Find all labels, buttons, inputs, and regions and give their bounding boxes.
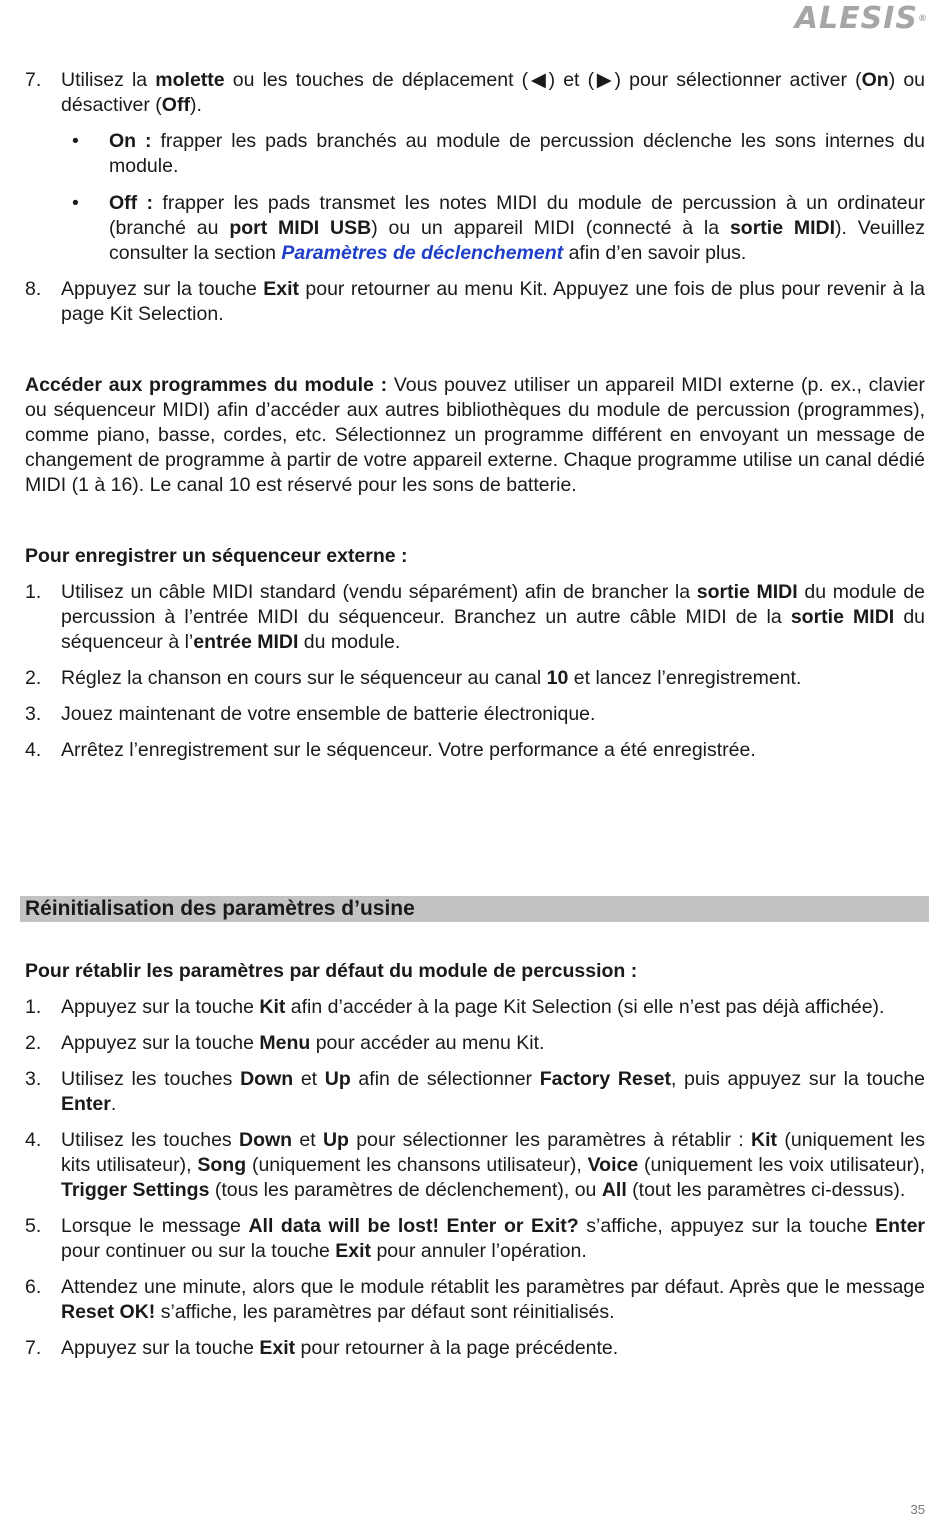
item-text: Utilisez la	[61, 69, 156, 91]
item-text: pour retourner à la page précédente.	[295, 1337, 619, 1359]
item-bold: Up	[322, 1129, 349, 1151]
item-text: Utilisez un câble MIDI standard (vendu séparément) afin de brancher la	[61, 581, 697, 603]
item-number: 6.	[25, 1276, 42, 1298]
bullet-icon: •	[72, 192, 79, 214]
item-text: s’affiche, les paramètres par défaut sont réinitialisés.	[155, 1301, 615, 1323]
item-number: 4.	[25, 1129, 42, 1151]
list-item	[25, 1214, 925, 1264]
item-bold: entrée MIDI	[193, 631, 299, 653]
list-item	[25, 1336, 925, 1361]
list-item	[25, 1067, 925, 1117]
registered-mark: ®	[918, 14, 928, 24]
list-item	[25, 1275, 925, 1325]
item-number: 8.	[25, 278, 42, 300]
list-item	[25, 68, 925, 266]
logo-text: ALESIS	[794, 1, 918, 36]
item-text: (uniquement les chansons utilisateur),	[246, 1154, 588, 1176]
item-bold: Kit	[751, 1129, 778, 1151]
list-item	[25, 666, 925, 691]
item-number: 4.	[25, 739, 42, 761]
item-bold: Exit	[259, 1337, 296, 1359]
item-bold: Down	[240, 1068, 294, 1090]
item-text: pour annuler l’opération.	[371, 1240, 587, 1262]
item-bold: Enter	[875, 1215, 926, 1237]
item-text: et	[292, 1129, 323, 1151]
item-text: Utilisez les touches	[61, 1068, 241, 1090]
item-bold: Kit	[259, 996, 286, 1018]
item-text: (tout les paramètres ci-dessus).	[626, 1179, 906, 1201]
list-item	[25, 580, 925, 655]
item-number: 5.	[25, 1215, 42, 1237]
item-text: afin d’accéder à la page Kit Selection (si elle n’est pas déjà affichée).	[285, 996, 885, 1018]
item-text: s’affiche, appuyez sur la touche	[578, 1215, 876, 1237]
right-arrow-icon: ▶	[594, 69, 615, 91]
bullet-text: ). Veuillez consulter la section	[109, 217, 925, 264]
item-text: Appuyez sur la touche	[61, 996, 260, 1018]
item-bold: sortie MIDI	[790, 606, 895, 628]
item-bold: Up	[324, 1068, 351, 1090]
list-item	[25, 1031, 925, 1056]
item-number: 1.	[25, 996, 42, 1018]
bullet-list	[61, 129, 925, 266]
list-item	[25, 995, 925, 1020]
item-text: ) et (	[548, 69, 595, 91]
item-text: Appuyez sur la touche	[61, 278, 264, 300]
item-text: et lancez l’enregistrement.	[568, 667, 802, 689]
item-bold: 10	[546, 667, 569, 689]
item-text: ou les touches de déplacement (	[224, 69, 529, 91]
list-item	[25, 702, 925, 727]
item-text: Arrêtez l’enregistrement sur le séquenceur. Votre performance a été enregistrée.	[61, 739, 756, 761]
item-number: 3.	[25, 1068, 42, 1090]
item-bold: Voice	[587, 1154, 639, 1176]
item-number: 1.	[25, 581, 42, 603]
item-text: Lorsque le message	[61, 1215, 249, 1237]
item-text: afin de sélectionner	[350, 1068, 540, 1090]
section-title-bar	[20, 896, 929, 922]
programs-text: Vous pouvez utiliser un appareil MIDI externe (p. ex., clavier ou séquenceur MIDI) afin d’accéder aux autres bibliothèques du module de percussion (programmes), comme piano, basse, cordes, etc. Sélectionnez un programme différent en envoyant un message de changement de programme à partir de votre appareil externe. Chaque programme utilise un canal dédié MIDI (1 à 16). Le canal 10 est réservé pour les sons de batterie.	[25, 374, 925, 496]
item-bold: Off	[161, 94, 190, 116]
item-text: , puis appuyez sur la touche	[670, 1068, 925, 1090]
bullet-label: On :	[109, 130, 152, 152]
left-arrow-icon: ◀	[528, 69, 549, 91]
item-text: ) pour sélectionner activer (	[614, 69, 862, 91]
brand-logo	[794, 1, 928, 36]
bullet-label: Off :	[109, 192, 154, 214]
bullet-bold: port MIDI USB	[229, 217, 372, 239]
item-text: (uniquement les voix utilisateur),	[638, 1154, 926, 1176]
bullet-text: frapper les pads transmet les notes MIDI du module de percussion à un ordinateur (branché au	[109, 192, 925, 239]
item-number: 7.	[25, 69, 42, 91]
item-bold: Reset OK!	[61, 1301, 156, 1323]
item-bold: All	[601, 1179, 627, 1201]
item-text: pour sélectionner les paramètres à rétablir :	[348, 1129, 752, 1151]
item-number: 2.	[25, 667, 42, 689]
item-bold: All data will be lost! Enter or Exit?	[248, 1215, 579, 1237]
programs-paragraph	[25, 373, 925, 498]
item-text: Jouez maintenant de votre ensemble de batterie électronique.	[61, 703, 596, 725]
item-text: du module de percussion à l’entrée MIDI du séquenceur. Branchez un autre câble MIDI de la	[61, 581, 925, 628]
list-item	[25, 1128, 925, 1203]
item-bold: Down	[239, 1129, 293, 1151]
item-text: pour continuer ou sur la touche	[61, 1240, 336, 1262]
item-bold: Menu	[259, 1032, 311, 1054]
item-text: pour accéder au menu Kit.	[310, 1032, 545, 1054]
item-text: Utilisez les touches	[61, 1129, 239, 1151]
link-trigger-settings[interactable]: Paramètres de déclenchement	[281, 242, 564, 264]
factory-heading: Pour rétablir les paramètres par défaut du module de percussion :	[25, 960, 638, 982]
page-number: 35	[910, 1502, 925, 1517]
bullet-item-on	[61, 129, 925, 179]
item-bold: sortie MIDI	[696, 581, 798, 603]
bullet-item-off	[61, 191, 925, 266]
item-text: ).	[189, 94, 202, 116]
item-text: (tous les paramètres de déclenchement), ou	[209, 1179, 602, 1201]
item-number: 7.	[25, 1337, 42, 1359]
item-text: (uniquement les kits utilisateur),	[61, 1129, 925, 1176]
item-bold: Song	[197, 1154, 247, 1176]
item-bold: On	[861, 69, 889, 91]
bullet-text: ) ou un appareil MIDI (connecté à la	[371, 217, 730, 239]
item-text: et	[293, 1068, 325, 1090]
factory-reset-content	[25, 959, 925, 1372]
section-title: Réinitialisation des paramètres d’usine	[25, 897, 415, 920]
list-item	[25, 277, 925, 327]
item-text: .	[110, 1093, 117, 1115]
item-text: ) ou désactiver (	[61, 69, 926, 116]
bullet-text: afin d’en savoir plus.	[563, 242, 747, 264]
item-text: du séquenceur à l’	[61, 606, 926, 653]
programs-label: Accéder aux programmes du module :	[25, 374, 388, 396]
item-text: Appuyez sur la touche	[61, 1032, 260, 1054]
item-bold: molette	[155, 69, 225, 91]
item-text: Réglez la chanson en cours sur le séquenceur au canal	[61, 667, 547, 689]
item-bold: Enter	[61, 1093, 111, 1115]
item-text: pour retourner au menu Kit. Appuyez une fois de plus pour revenir à la page Kit Selection.	[61, 278, 926, 325]
page-content	[25, 68, 925, 774]
item-bold: Exit	[263, 278, 300, 300]
item-text: Appuyez sur la touche	[61, 1337, 260, 1359]
item-bold: Exit	[335, 1240, 372, 1262]
item-text: du module.	[298, 631, 401, 653]
bullet-bold: sortie MIDI	[729, 217, 836, 239]
item-bold: Trigger Settings	[61, 1179, 210, 1201]
bullet-icon: •	[72, 130, 79, 152]
item-number: 3.	[25, 703, 42, 725]
item-number: 2.	[25, 1032, 42, 1054]
bullet-text: frapper les pads branchés au module de percussion déclenche les sons internes du module.	[109, 130, 925, 177]
item-bold: Factory Reset	[539, 1068, 671, 1090]
list-item	[25, 738, 925, 763]
sequencer-heading: Pour enregistrer un séquenceur externe :	[25, 545, 408, 567]
item-text: Attendez une minute, alors que le module rétablit les paramètres par défaut. Après que le message	[61, 1276, 925, 1298]
